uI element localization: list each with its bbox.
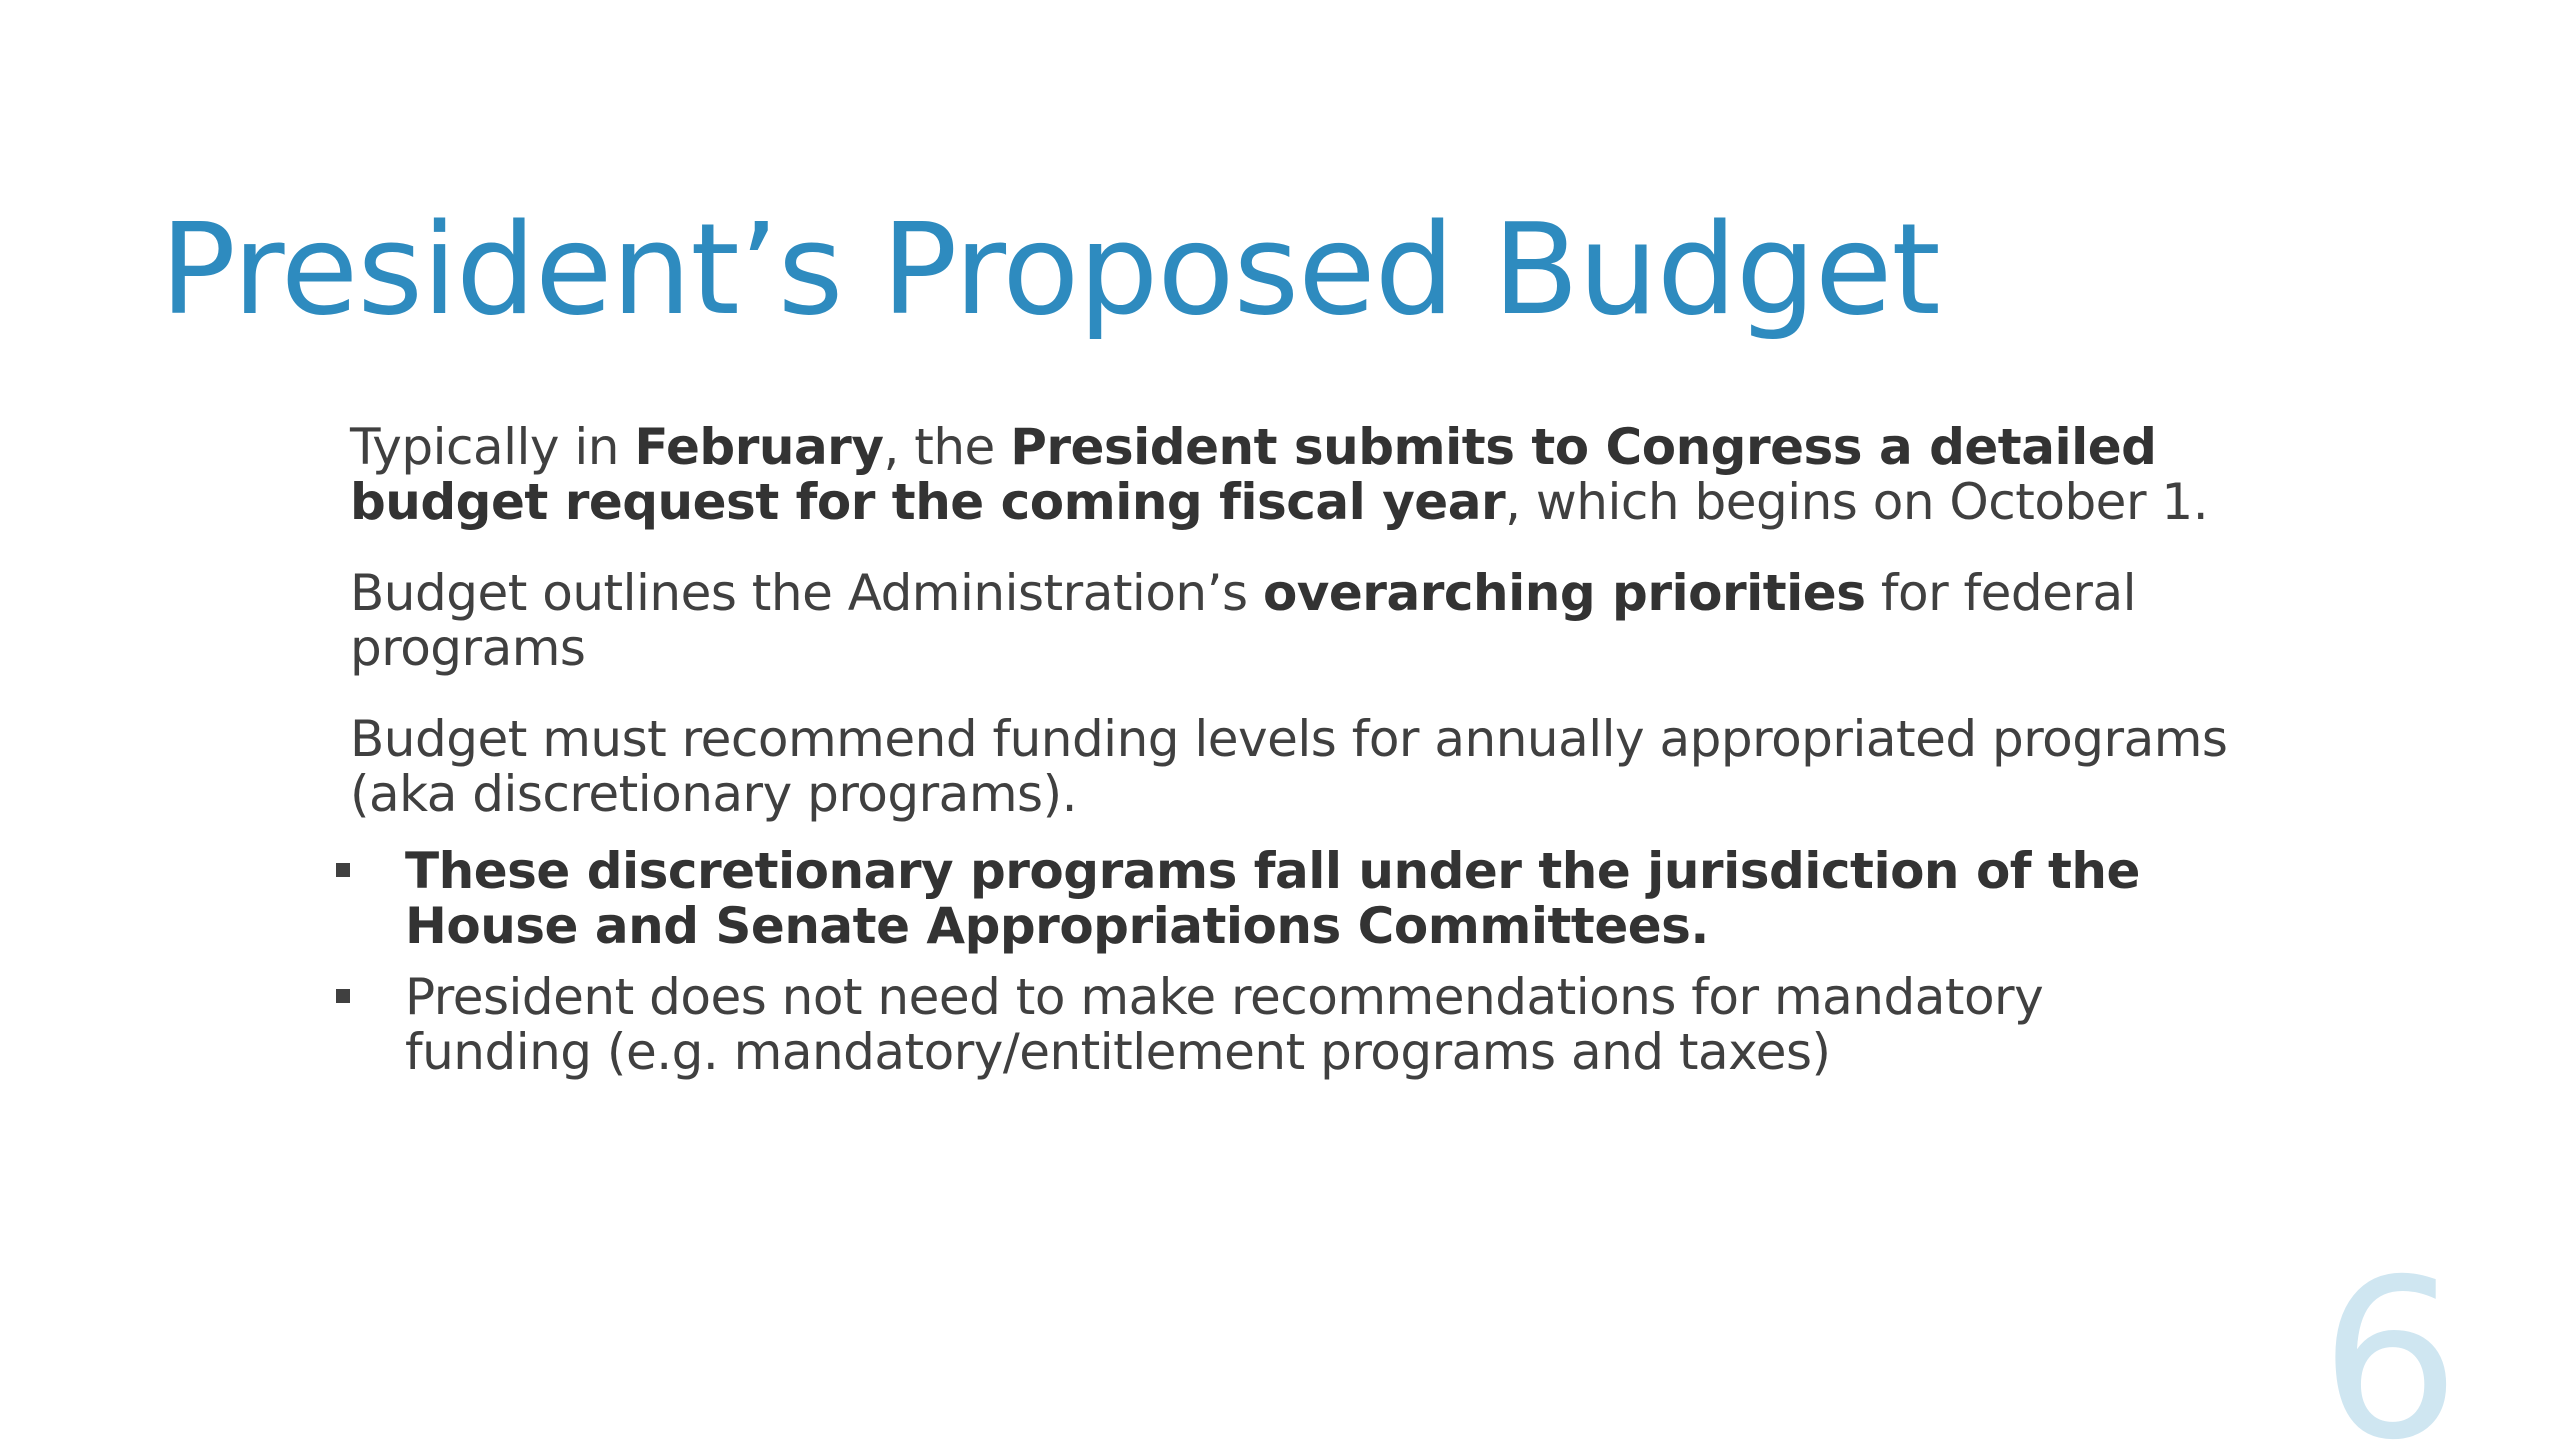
square-bullet-icon	[336, 863, 350, 877]
paragraph-2-text: Budget outlines the Administration’s	[350, 564, 1263, 622]
paragraph-2-text: for federal programs	[350, 564, 2136, 677]
bullet-text: President does not need to make recommendations for mandatory funding (e.g. mandatory/entitlement programs and taxes)	[405, 968, 2044, 1081]
bullet-text: These discretionary programs fall under the jurisdiction of the House and Senate Appropriations Committees.	[405, 842, 2140, 955]
square-bullet-icon	[336, 989, 350, 1003]
slide-number: 6	[2320, 1232, 2460, 1440]
bullet-item-discretionary	[350, 844, 2230, 954]
bullet-item-mandatory	[350, 970, 2230, 1080]
paragraph-1-text: , which begins on October 1.	[1505, 473, 2209, 531]
paragraph-1	[350, 420, 2230, 530]
paragraph-1-bold-request: President submits to Congress a detailed budget request for the coming fiscal year	[350, 418, 2157, 531]
paragraph-3-text: Budget must recommend funding levels for annually appropriated programs (aka discretionary programs).	[350, 710, 2228, 823]
paragraph-1-bold-month: February	[634, 418, 884, 476]
paragraph-1-text: Typically in	[350, 418, 635, 476]
paragraph-3	[350, 712, 2230, 822]
slide-title: President’s Proposed Budget	[160, 196, 1940, 343]
paragraph-2	[350, 566, 2230, 676]
bullet-list	[350, 844, 2230, 1080]
paragraph-2-bold-priorities: overarching priorities	[1262, 564, 1866, 622]
slide-body	[350, 420, 2230, 1096]
paragraph-1-text: , the	[883, 418, 1011, 476]
